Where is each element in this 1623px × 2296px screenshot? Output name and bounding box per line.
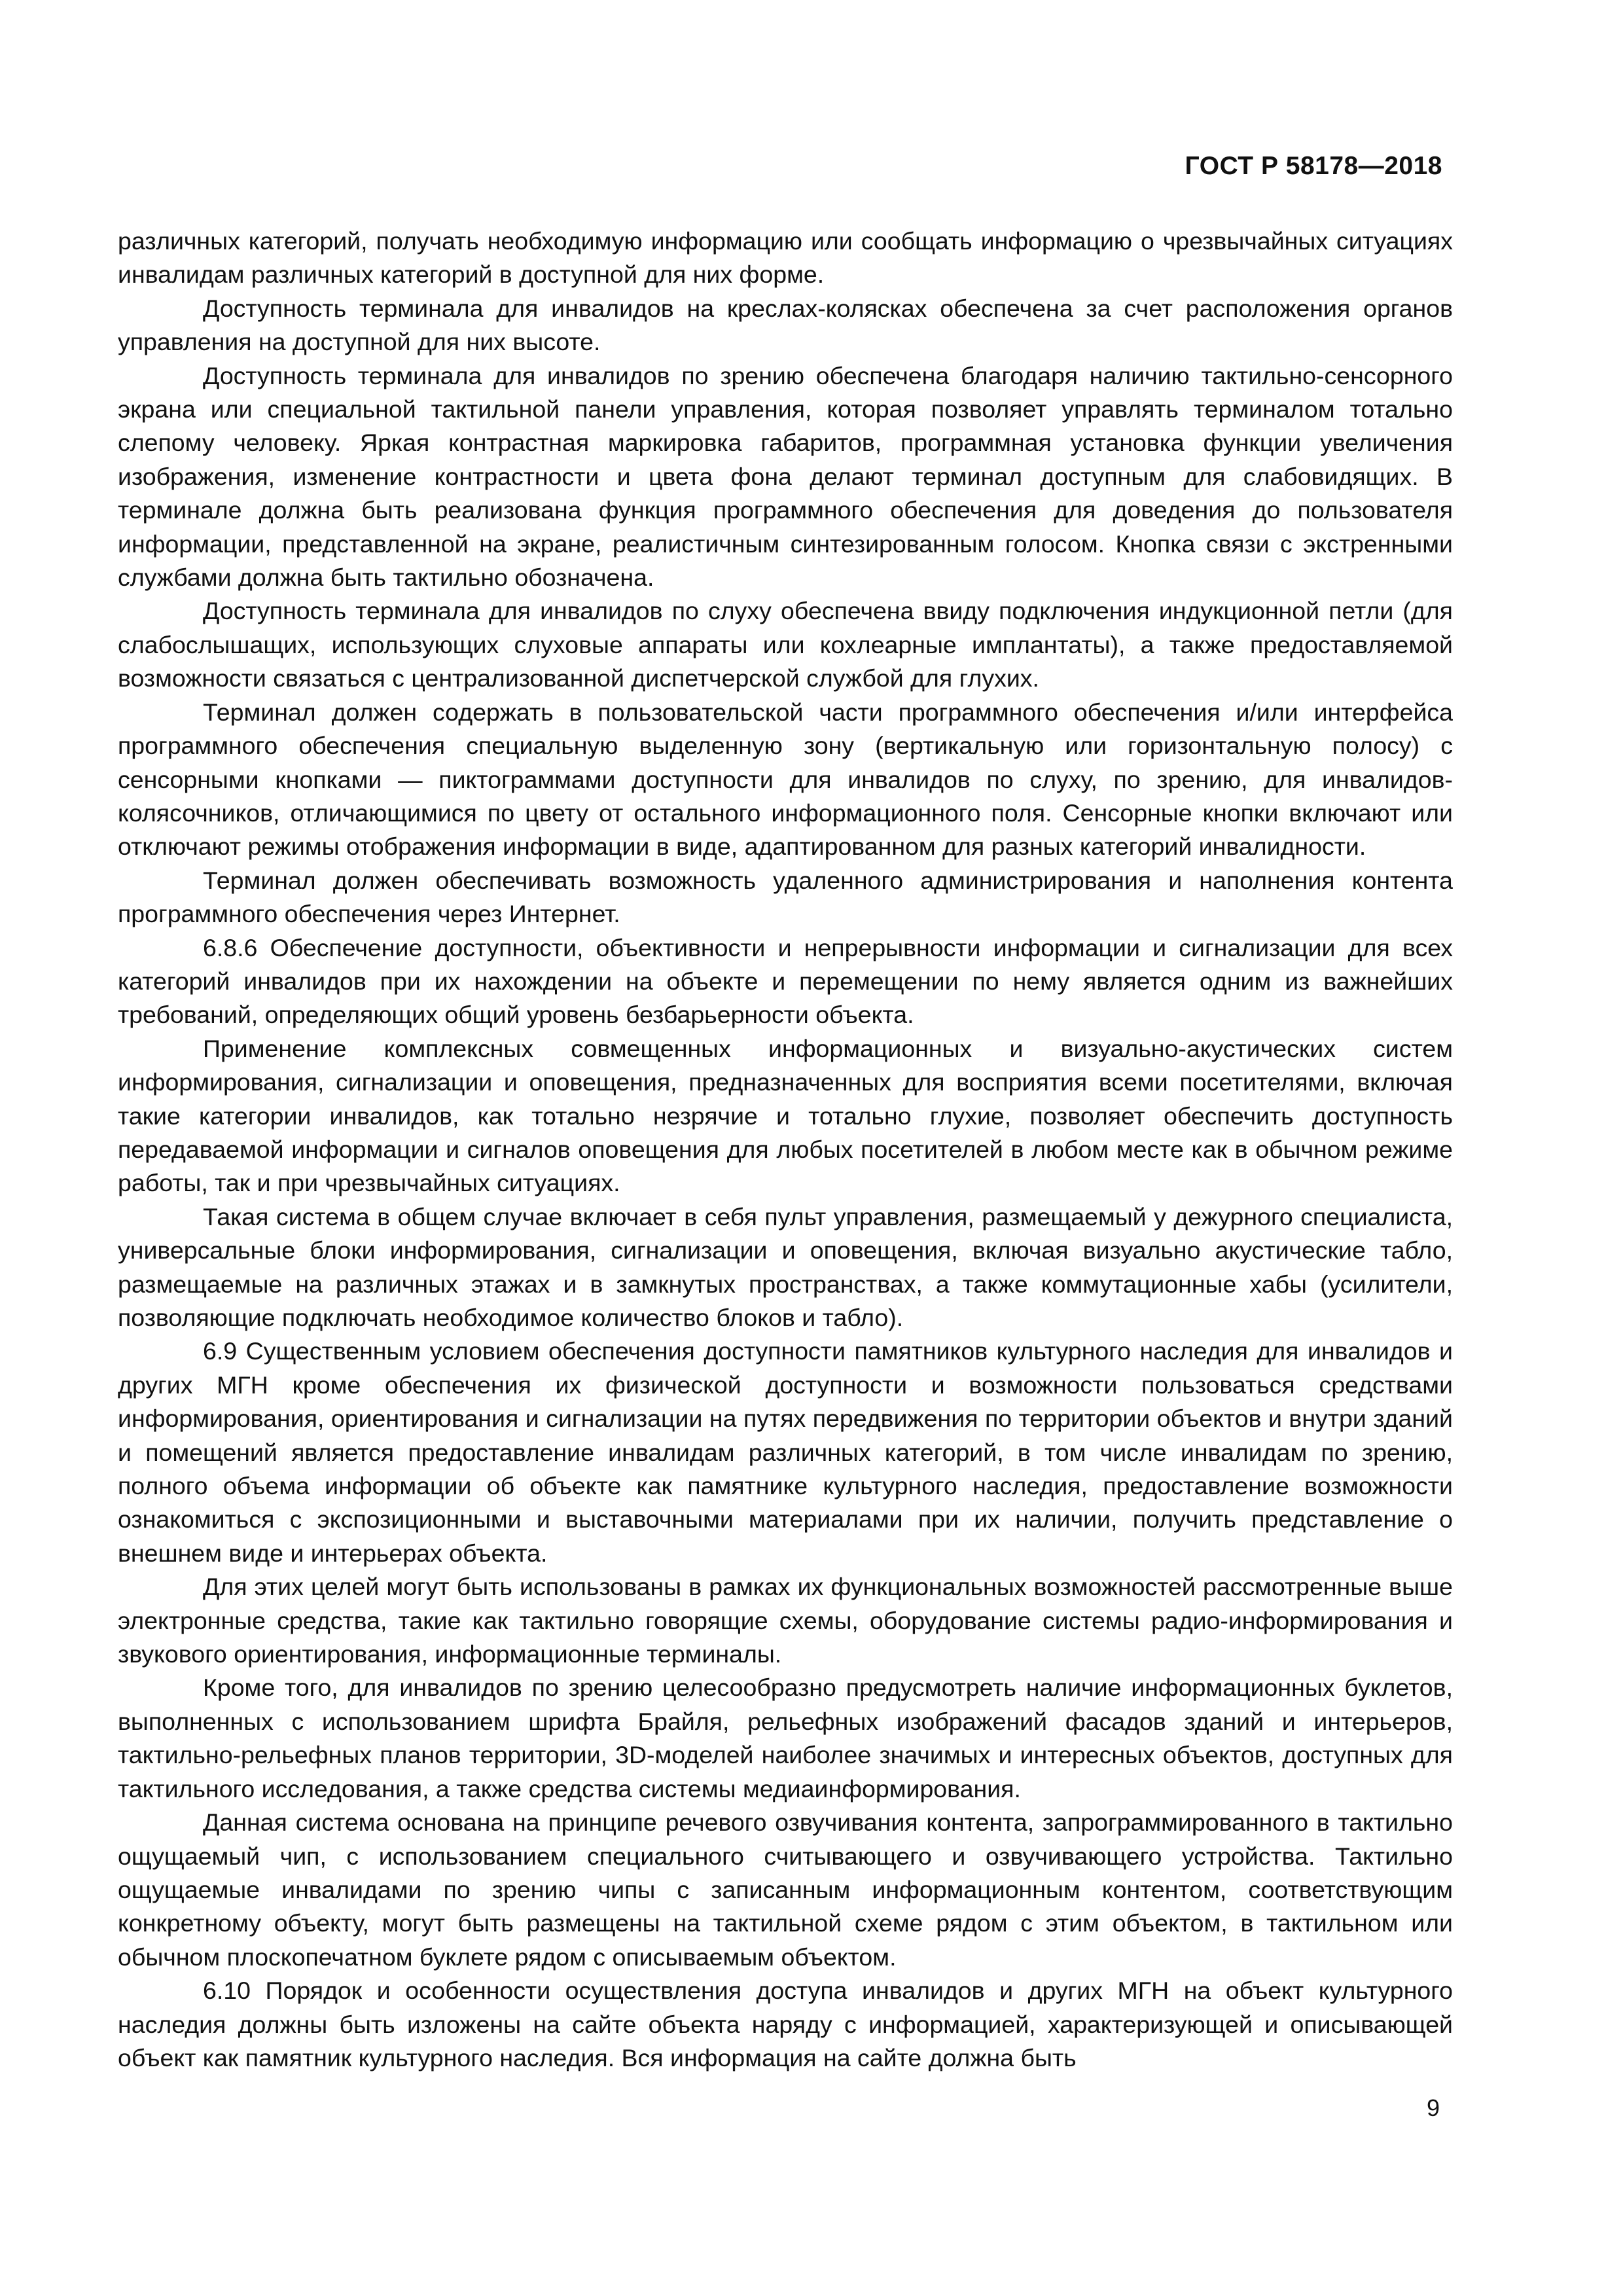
paragraph: Для этих целей могут быть использованы в рамках их функциональных возможностей рассмотренные выше электронные средства, такие как тактильно говорящие схемы, оборудование системы радио-информирования и звукового ориентирования, информационные терминалы. — [118, 1573, 1453, 1668]
paragraph-section-6-9: 6.9 Существенным условием обеспечения доступности памятников культурного наследия для инвалидов и других МГН кроме обеспечения их физической доступности и возможности пользоваться средствами информирования, ориентирования и сигнализации на путях передвижения по территории объектов и внутри зданий и помещений является предоставление инвалидам различных категорий, в том числе инвалидам по зрению, полного объема информации об объекте как памятнике культурного наследия, предоставление возможности ознакомиться с экспозиционными и выставочными материалами при их наличии, получить представление о внешнем виде и интерьерах объекта. — [118, 1337, 1453, 1567]
paragraph: Доступность терминала для инвалидов по зрению обеспечена благодаря наличию тактильно-сенсорного экрана или специальной тактильной панели управления, которая позволяет управлять терминалом тотально слепому человеку. Яркая контрастная маркировка габаритов, программная установка функции увеличения изображения, изменение контрастности и цвета фона делают терминал доступным для слабовидящих. В терминале должна быть реализована функция программного обеспечения для доведения до пользователя информации, представленной на экране, реалистичным синтезированным голосом. Кнопка связи с экстренными службами должна быть тактильно обозначена. — [118, 361, 1453, 592]
paragraph: Терминал должен содержать в пользовательской части программного обеспечения и/или интерфейса программного обеспечения специальную выделенную зону (вертикальную или горизонтальную полосу) с сенсорными кнопками — пиктограммами доступности для инвалидов по слуху, по зрению, для инвалидов-колясочников, отличающимися по цвету от остального информационного поля. Сенсорные кнопки включают или отключают режимы отображения информации в виде, адаптированном для разных категорий инвалидности. — [118, 698, 1453, 861]
paragraph-section-6-8-6: 6.8.6 Обеспечение доступности, объективности и непрерывности информации и сигнализации для всех категорий инвалидов при их нахождении на объекте и перемещении по нему является одним из важнейших требований, определяющих общий уровень безбарьерности объекта. — [118, 933, 1453, 1029]
document-code: ГОСТ Р 58178—2018 — [1185, 152, 1442, 180]
document-body — [118, 224, 1453, 2075]
page-number: 9 — [1426, 2094, 1440, 2121]
paragraph: Применение комплексных совмещенных информационных и визуально-акустических систем информирования, сигнализации и оповещения, предназначенных для восприятия всеми посетителями, включая такие категории инвалидов, как тотально незрячие и тотально глухие, позволяет обеспечить доступность передаваемой информации и сигналов оповещения для любых посетителей в любом месте как в обычном режиме работы, так и при чрезвычайных ситуациях. — [118, 1034, 1453, 1197]
paragraph-continuation: различных категорий, получать необходимую информацию или сообщать информацию о чрезвычайных ситуациях инвалидам различных категорий в доступной для них форме. — [118, 227, 1453, 289]
paragraph: Такая система в общем случае включает в себя пульт управления, размещаемый у дежурного специалиста, универсальные блоки информирования, сигнализации и оповещения, включая визуально акустические табло, размещаемые на различных этажах и в замкнутых пространствах, а также коммутационные хабы (усилители, позволяющие подключать необходимое количество блоков и табло). — [118, 1202, 1453, 1331]
paragraph: Данная система основана на принципе речевого озвучивания контента, запрограммированного в тактильно ощущаемый чип, с использованием специального считывающего и озвучивающего устройства. Тактильно ощущаемые инвалидами по зрению чипы с записанным информационным контентом, соответствующим конкретному объекту, могут быть размещены на тактильной схеме рядом с этим объектом, в тактильном или обычном плоскопечатном буклете рядом с описываемым объектом. — [118, 1808, 1453, 1971]
paragraph-section-6-10: 6.10 Порядок и особенности осуществления доступа инвалидов и других МГН на объект культурного наследия должны быть изложены на сайте объекта наряду с информацией, характеризующей и описывающей объект как памятник культурного наследия. Вся информация на сайте должна быть — [118, 1977, 1453, 2072]
paragraph: Доступность терминала для инвалидов по слуху обеспечена ввиду подключения индукционной петли (для слабослышащих, использующих слуховые аппараты или кохлеарные имплантаты), а также предоставляемой возможности связаться с централизованной диспетчерской службой для глухих. — [118, 597, 1453, 692]
paragraph: Кроме того, для инвалидов по зрению целесообразно предусмотреть наличие информационных буклетов, выполненных с использованием шрифта Брайля, рельефных изображений фасадов зданий и интерьеров, тактильно-рельефных планов территории, 3D-моделей наиболее значимых и интересных объектов, доступных для тактильного исследования, а также средства системы медиаинформирования. — [118, 1674, 1453, 1803]
paragraph: Терминал должен обеспечивать возможность удаленного администрирования и наполнения контента программного обеспечения через Интернет. — [118, 866, 1453, 928]
paragraph: Доступность терминала для инвалидов на креслах-колясках обеспечена за счет расположения органов управления на доступной для них высоте. — [118, 294, 1453, 356]
